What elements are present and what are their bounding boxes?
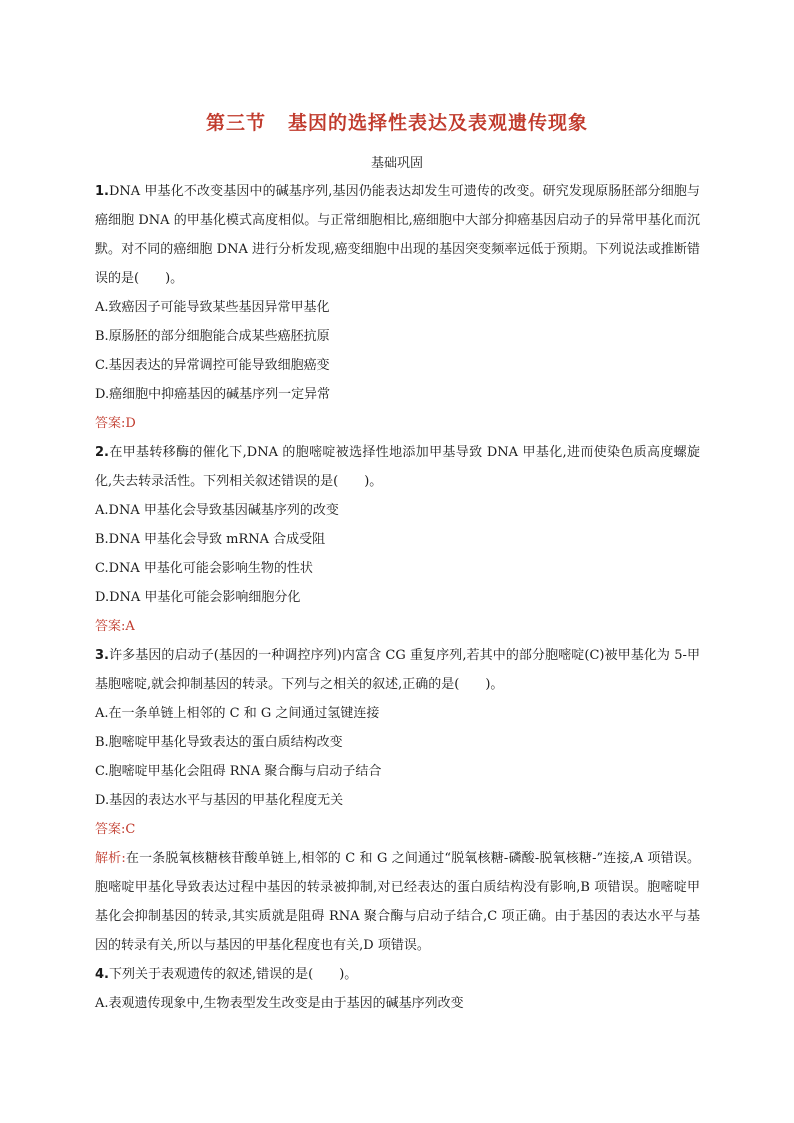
option-b: B.胞嘧啶甲基化导致表达的蛋白质结构改变	[95, 735, 343, 750]
question-1	[95, 177, 700, 438]
answer: 答案:C	[95, 822, 136, 837]
option-c: C.胞嘧啶甲基化会阻碍 RNA 聚合酶与启动子结合	[95, 764, 382, 779]
question-number: 2.	[95, 445, 109, 460]
question-list	[95, 177, 700, 1018]
question-stem	[95, 641, 700, 699]
question-number: 1.	[95, 184, 109, 199]
option-d: D.癌细胞中抑癌基因的碱基序列一定异常	[95, 387, 331, 402]
explanation-text: 在一条脱氧核糖核苷酸单链上,相邻的 C 和 G 之间通过“脱氧核糖-磷酸-脱氧核糖-”连接,A 项错误。胞嘧啶甲基化导致表达过程中基因的转录被抑制,对已经表达的蛋白质结构没有影响,B 项错误。胞嘧啶甲基化会抑制基因的转录,其实质就是阻碍 RNA 聚合酶与启动子结合,C 项正确。由于基因的表达水平与基因的转录有关,所以与基因的甲基化程度也有关,D 项错误。	[95, 851, 700, 953]
question-stem	[95, 177, 700, 293]
question-4	[95, 960, 700, 1018]
question-text: 下列关于表观遗传的叙述,错误的是( )。	[108, 967, 358, 982]
answer: 答案:D	[95, 416, 136, 431]
question-stem	[95, 438, 700, 496]
question-text: DNA 甲基化不改变基因中的碱基序列,基因仍能表达却发生可遗传的改变。研究发现原肠胚部分细胞与癌细胞 DNA 的甲基化模式高度相似。与正常细胞相比,癌细胞中大部分抑癌基因启动子的异常甲基化而沉默。对不同的癌细胞 DNA 进行分析发现,癌变细胞中出现的基因突变频率远低于预期。下列说法或推断错误的是( )。	[95, 184, 700, 286]
question-text: 许多基因的启动子(基因的一种调控序列)内富含 CG 重复序列,若其中的部分胞嘧啶(C)被甲基化为 5-甲基胞嘧啶,就会抑制基因的转录。下列与之相关的叙述,正确的是( )。	[95, 648, 700, 692]
option-a: A.DNA 甲基化会导致基因碱基序列的改变	[95, 503, 339, 518]
option-b: B.原肠胚的部分细胞能合成某些癌胚抗原	[95, 329, 330, 344]
option-a: A.致癌因子可能导致某些基因异常甲基化	[95, 300, 330, 315]
title-section-number: 第三节	[205, 112, 266, 134]
question-number: 3.	[95, 648, 109, 663]
answer: 答案:A	[95, 619, 135, 634]
option-a: A.在一条单链上相邻的 C 和 G 之间通过氢键连接	[95, 706, 380, 721]
option-d: D.基因的表达水平与基因的甲基化程度无关	[95, 793, 344, 808]
explanation	[95, 844, 700, 960]
section-heading: 基础巩固	[370, 156, 423, 171]
question-2	[95, 438, 700, 641]
question-number: 4.	[95, 967, 109, 982]
explanation-label: 解析:	[95, 851, 126, 866]
option-b: B.DNA 甲基化会导致 mRNA 合成受阻	[95, 532, 326, 547]
option-d: D.DNA 甲基化可能会影响细胞分化	[95, 590, 301, 605]
page-title	[0, 108, 794, 135]
question-3	[95, 641, 700, 960]
option-c: C.DNA 甲基化可能会影响生物的性状	[95, 561, 313, 576]
option-c: C.基因表达的异常调控可能导致细胞癌变	[95, 358, 330, 373]
title-topic: 基因的选择性表达及表观遗传现象	[288, 112, 589, 134]
question-text: 在甲基转移酶的催化下,DNA 的胞嘧啶被选择性地添加甲基导致 DNA 甲基化,进而使染色质高度螺旋化,失去转录活性。下列相关叙述错误的是( )。	[95, 445, 700, 489]
option-a: A.表观遗传现象中,生物表型发生改变是由于基因的碱基序列改变	[95, 996, 464, 1011]
question-stem	[95, 960, 700, 989]
